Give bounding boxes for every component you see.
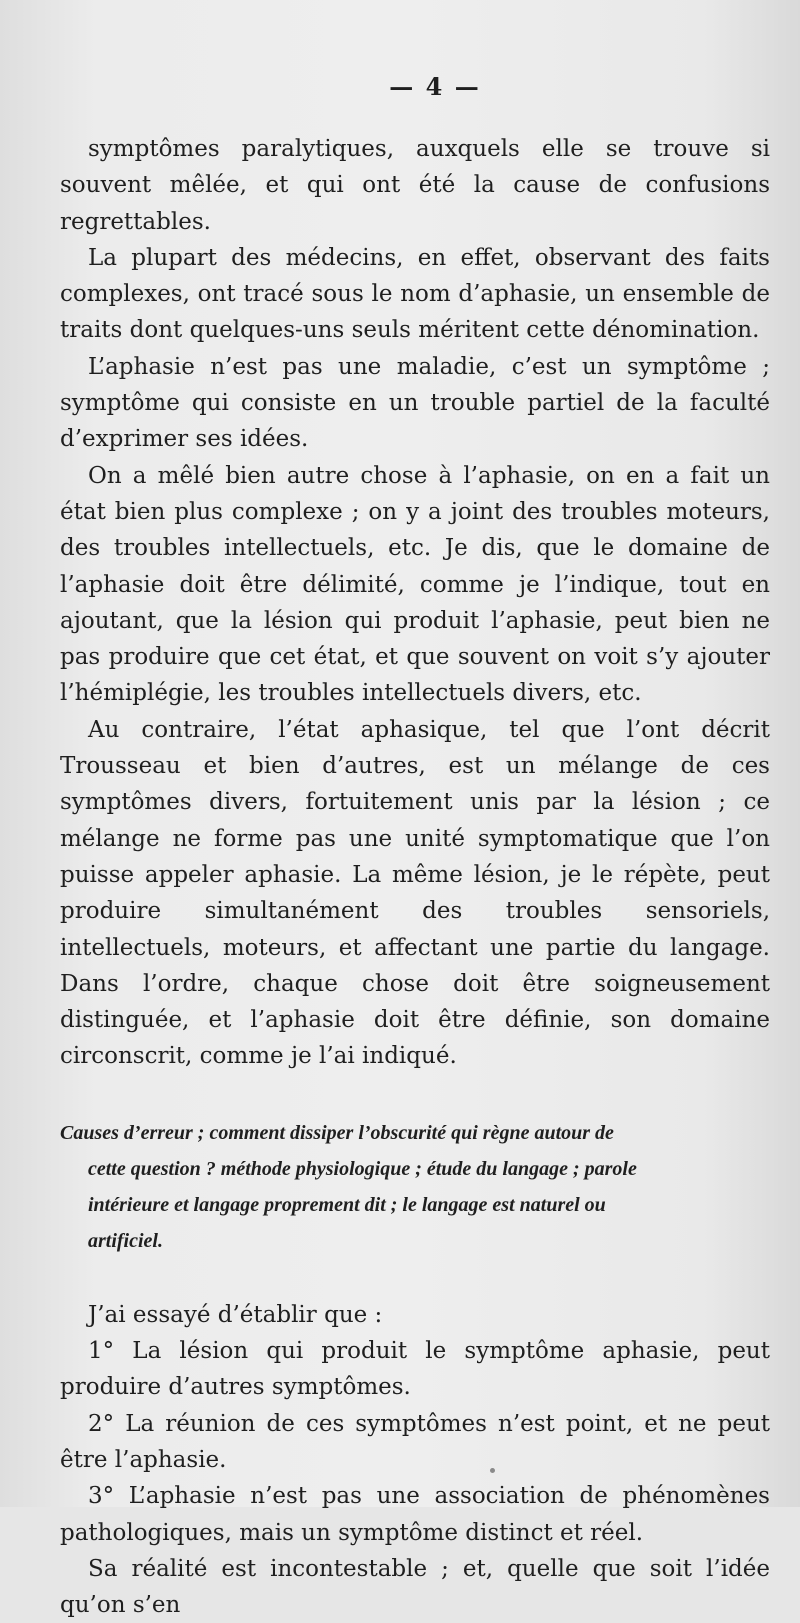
paragraph: L’aphasie n’est pas une maladie, c’est un symptôme ; symptôme qui consiste en un trouble partiel de la faculté d’exprimer ses idées. [60,353,770,453]
paragraph: Sa réalité est incontestable ; et, quelle que soit l’idée qu’on s’en [60,1555,770,1619]
summary-line: cette question ? méthode physiologique ; étude du langage ; parole [88,1157,637,1180]
numbered-paragraph: 2° La réunion de ces symptômes n’est point, et ne peut être l’aphasie. [60,1410,770,1473]
paragraph: symptômes paralytiques, auxquels elle se trouve si souvent mêlée, et qui ont été la cause de confusions regrettables. [60,136,770,235]
summary-line: intérieure et langage proprement dit ; le langage est naturel ou [88,1193,606,1216]
summary-line: Causes d’erreur ; comment dissiper l’obscurité qui règne autour de [60,1121,614,1144]
paragraph: On a mêlé bien autre chose à l’aphasie, on en a fait un état bien plus complexe ; on y a joint des troubles moteurs, des troubles intellectuels, etc. Je dis, que le domaine de l’aphasie doit être délimité, comme je l’indique, tout en ajoutant, que la lésion qui produit l’aphasie, peut bien ne pas produire que cet état, et que souvent on voit s’y ajouter l’hémiplégie, les troubles intellectuels divers, etc. [60,462,770,707]
page-number: — 4 — [389,72,481,101]
summary-line: artificiel. [88,1229,163,1252]
ink-speck [490,1468,495,1473]
paragraph: Au contraire, l’état aphasique, tel que l’ont décrit Trousseau et bien d’autres, est un mélange de ces symptômes divers, fortuitement unis par la lésion ; ce mélange ne forme pas une unité symptomatique que l’on puisse appeler aphasie. La même lésion, je le répète, peut produire simultanément des troubles sensoriels, intellectuels, moteurs, et affectant une partie du langage. Dans l’ordre, chaque chose doit être soigneusement distinguée, et l’aphasie doit être définie, son domaine circonscrit, comme je l’ai indiqué. [60,716,770,1070]
paragraph: J’ai essayé d’établir que : [88,1301,383,1328]
paragraph: La plupart des médecins, en effet, observant des faits complexes, ont tracé sous le nom d’aphasie, un ensemble de traits dont quelques-uns seuls méritent cette dénomination. [60,244,770,344]
section-summary [60,1115,770,1259]
numbered-paragraph: 3° L’aphasie n’est pas une association de phénomènes pathologiques, mais un symptôme distinct et réel. [60,1483,770,1546]
body-text [60,131,770,1075]
numbered-paragraph: 1° La lésion qui produit le symptôme aphasie, peut produire d’autres symptômes. [60,1338,770,1401]
continuation-text [60,1297,770,1623]
